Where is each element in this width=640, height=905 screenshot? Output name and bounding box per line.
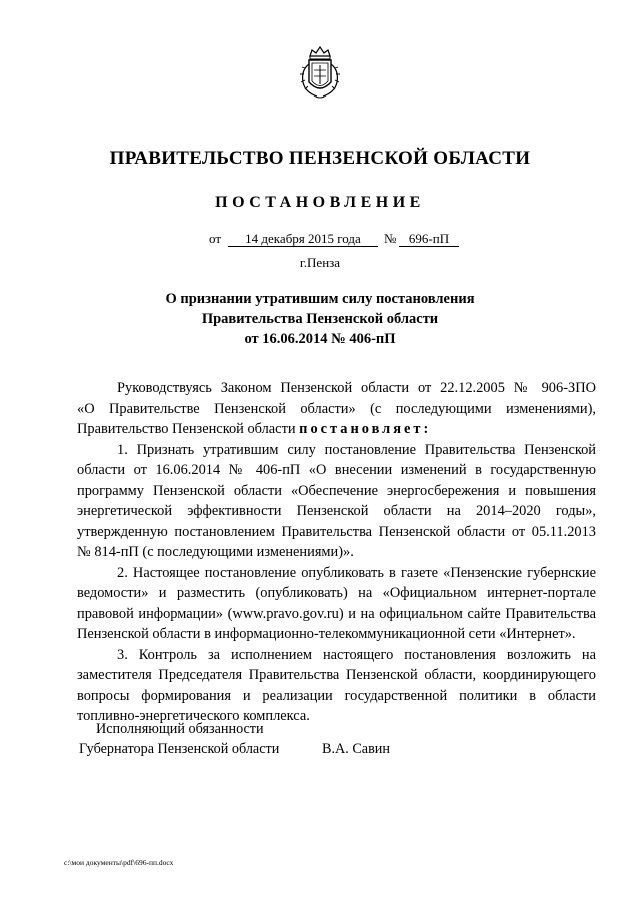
document-body — [77, 378, 596, 727]
body-line: «О Правительстве Пензенской области» (с последующими изменениями), — [77, 400, 596, 417]
body-line — [77, 419, 596, 440]
document-number: 696-пП — [399, 231, 459, 247]
document-type: ПОСТАНОВЛЕНИЕ — [215, 194, 425, 211]
file-path: c:\мои документы\pdf\696-пп.docx — [64, 858, 174, 867]
body-line: ведомости» и разместить (опубликовать) на «Официальном интернет-портале — [77, 585, 596, 601]
coat-of-arms-emblem — [297, 44, 343, 102]
body-line: вопросы формирования и реализации государственной политики в области — [77, 687, 596, 704]
body-line: Пензенской области в информационно-телекоммуникационной сети «Интернет». — [77, 626, 576, 642]
body-line: программу Пензенской области «Обеспечение энергосбережения и повышения — [77, 482, 596, 499]
body-line: 3. Контроль за исполнением настоящего постановления возложить на — [117, 646, 596, 663]
organization-name: ПРАВИТЕЛЬСТВО ПЕНЗЕНСКОЙ ОБЛАСТИ — [109, 148, 531, 169]
title-line: О признании утратившим силу постановления — [165, 291, 475, 307]
resolves-word: постановляет: — [299, 421, 432, 437]
body-line: энергетической эффективности Пензенской области на 2014–2020 годы», — [77, 503, 596, 519]
body-line: правовой информации» (www.pravo.gov.ru) и на официальном сайте Правительства — [77, 605, 596, 622]
number-prefix: № — [384, 231, 397, 246]
document-date: 14 декабря 2015 года — [228, 231, 378, 247]
body-text: Правительство Пензенской области — [77, 421, 300, 437]
body-line: топливно-энергетического комплекса. — [77, 708, 310, 724]
signer-position-line2: Губернатора Пензенской области — [79, 741, 280, 757]
title-line: Правительства Пензенской области — [201, 311, 439, 327]
document-title — [0, 289, 640, 349]
signer-position-line1: Исполняющий обязанности — [96, 721, 264, 737]
city-name: г.Пенза — [299, 255, 341, 270]
title-line: от 16.06.2014 № 406-пП — [244, 331, 396, 347]
body-line: Руководствуясь Законом Пензенской области от 22.12.2005 № 906-ЗПО — [117, 380, 596, 396]
body-line: 1. Признать утратившим силу постановление Правительства Пензенской — [117, 441, 596, 458]
signer-name: В.А. Савин — [322, 741, 390, 757]
body-line: заместителя Председателя Правительства Пензенской области, координирующего — [77, 667, 596, 683]
body-line: утвержденную постановлением Правительства Пензенской области от 05.11.2013 — [77, 523, 596, 540]
body-line: области от 16.06.2014 № 406-пП «О внесении изменений в государственную — [77, 462, 596, 478]
body-line: № 814-пП (с последующими изменениями)». — [77, 544, 354, 560]
date-prefix: от — [209, 231, 222, 246]
body-line: 2. Настоящее постановление опубликовать в газете «Пензенские губернские — [117, 564, 596, 581]
